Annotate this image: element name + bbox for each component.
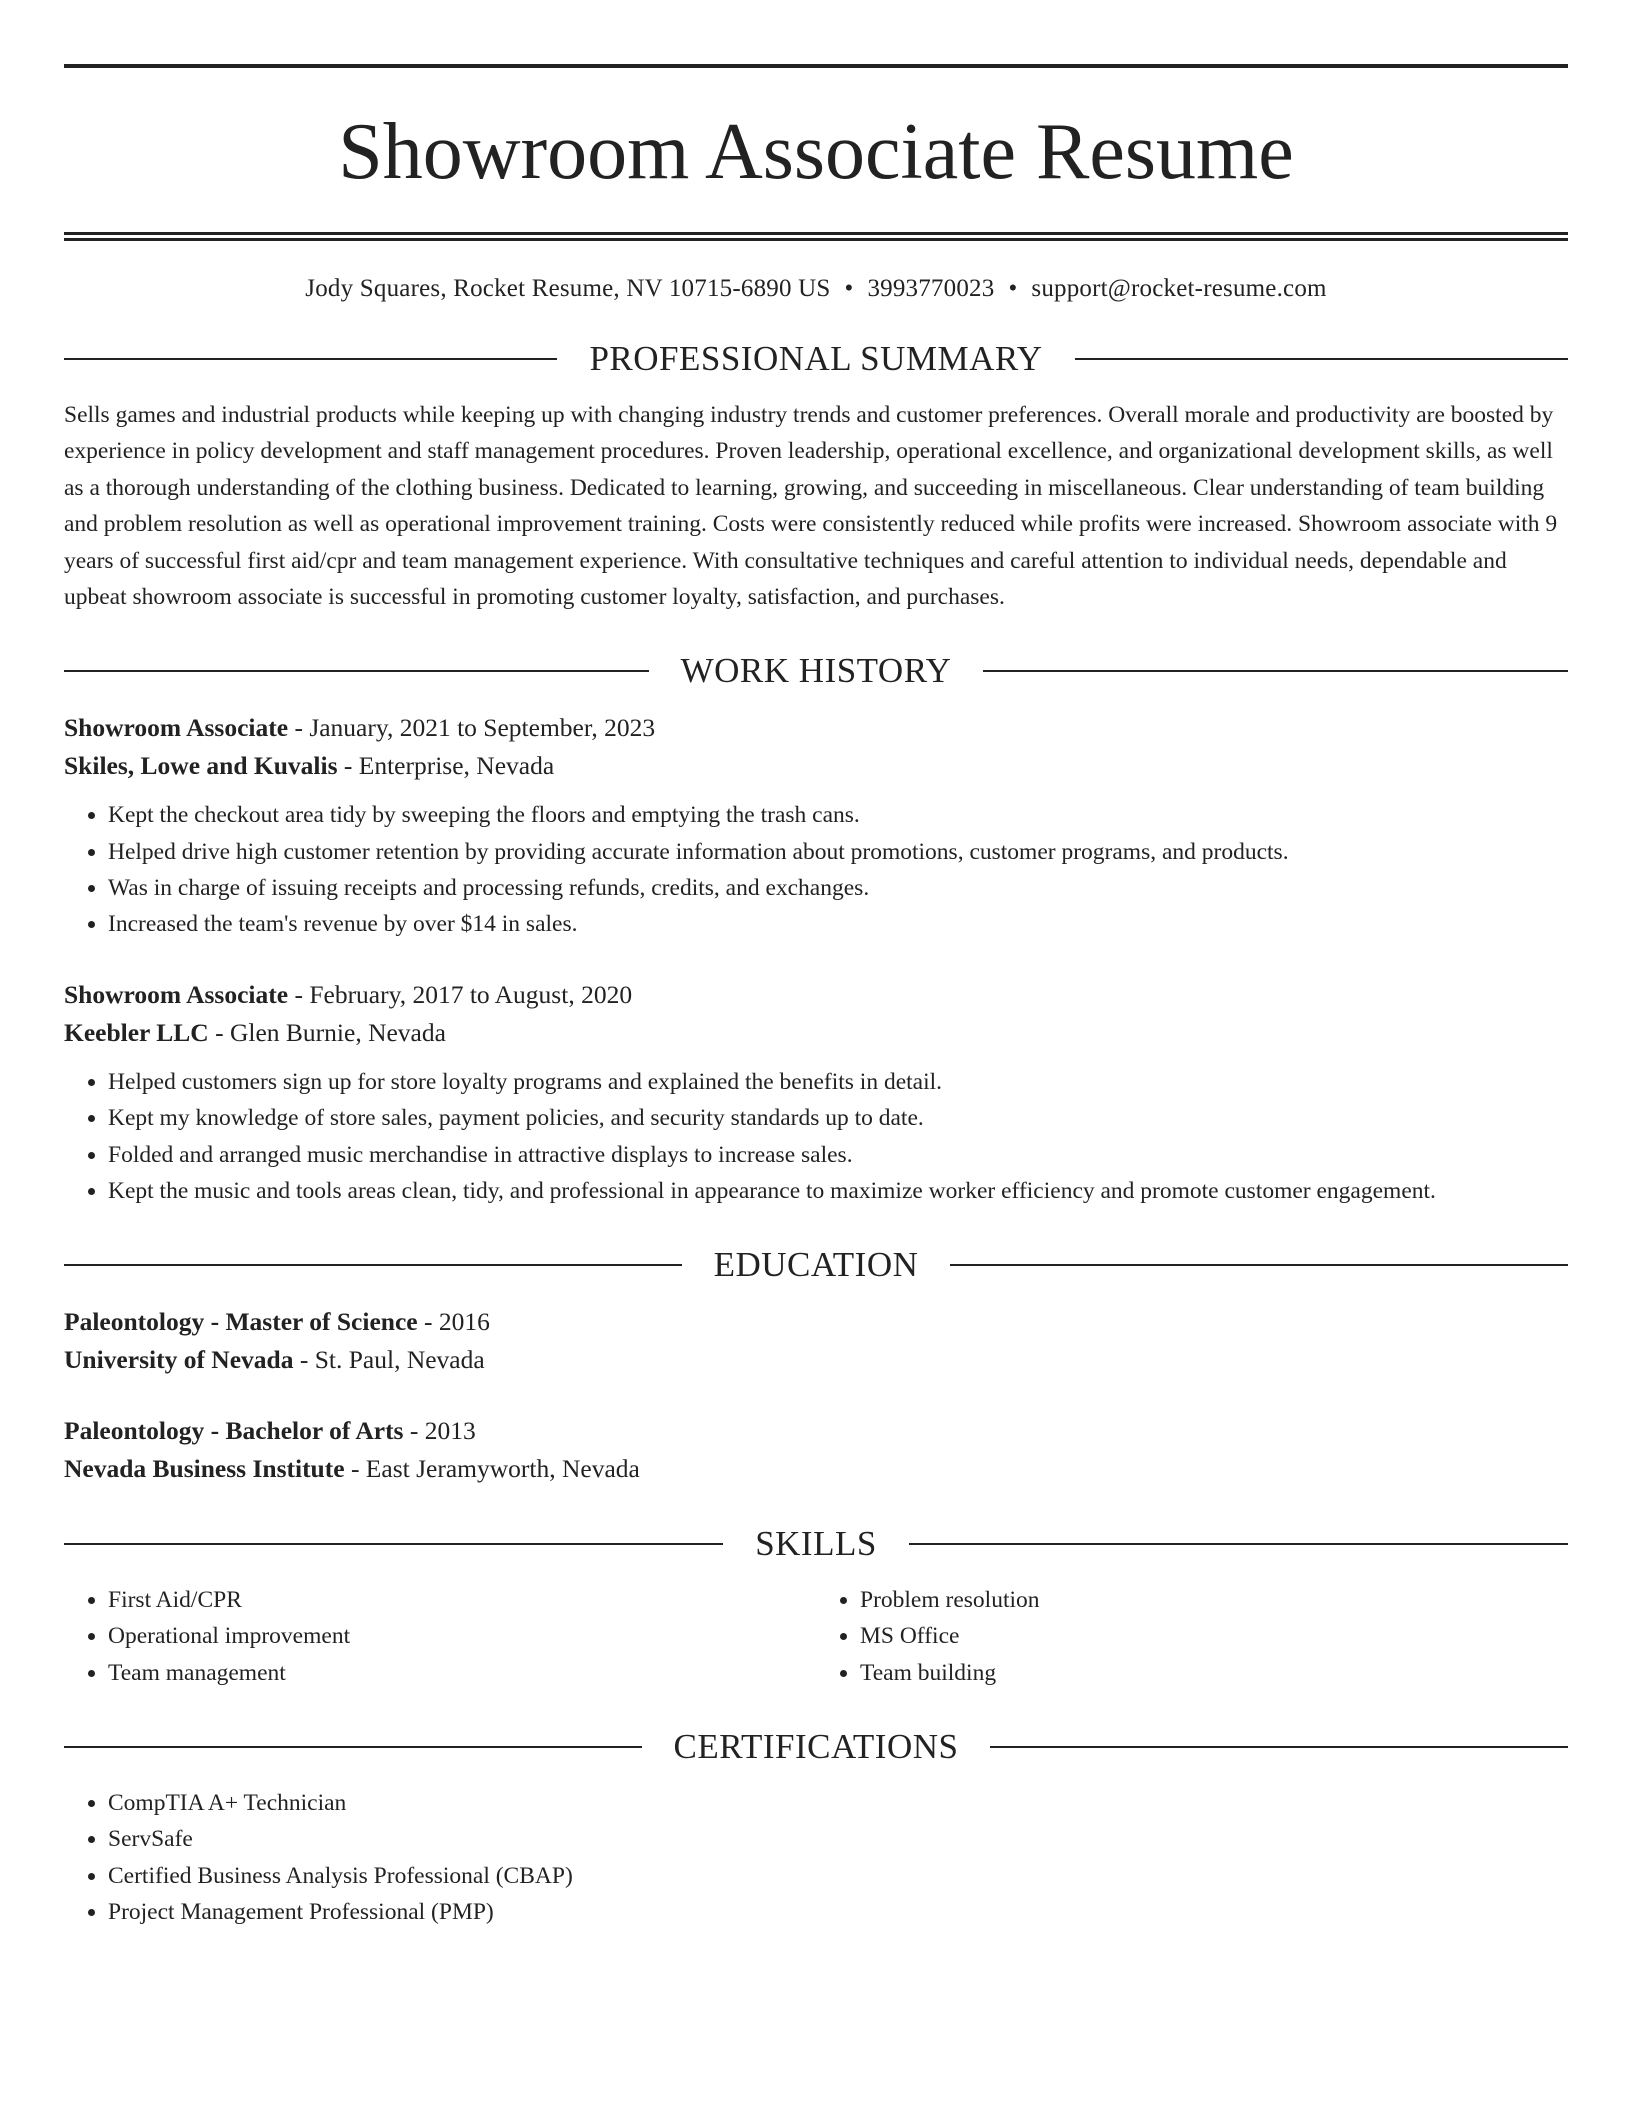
skills-column-left [64, 1582, 816, 1691]
job-company-line [64, 1014, 1568, 1052]
section-heading-skills [64, 1524, 1568, 1564]
school-line [64, 1450, 1568, 1488]
degree-year: - 2016 [417, 1307, 490, 1337]
school: University of Nevada [64, 1345, 294, 1375]
job-bullet: • Folded and arranged music merchandise in attractive displays to increase sales. [108, 1137, 1568, 1173]
skill-item: • Team management [108, 1655, 816, 1691]
heading-rule [64, 670, 649, 672]
top-rule [64, 64, 1568, 68]
skill-item: • Team building [860, 1655, 1568, 1691]
job-entry [64, 976, 1568, 1209]
job-entry [64, 709, 1568, 942]
job-bullet: • Increased the team's revenue by over $14 in sales. [108, 906, 1568, 942]
contact-separator: • [844, 275, 854, 302]
education-entry [64, 1303, 1568, 1379]
skill-item: • Problem resolution [860, 1582, 1568, 1618]
job-title: Showroom Associate [64, 980, 289, 1010]
heading-rule [64, 1746, 642, 1748]
skills-list [64, 1582, 1568, 1691]
job-bullet: • Helped drive high customer retention by providing accurate information about promotions, customer programs, and products. [108, 834, 1568, 870]
title-double-rule [64, 232, 1568, 241]
skills-heading: SKILLS [755, 1524, 877, 1564]
summary-heading: PROFESSIONAL SUMMARY [589, 339, 1043, 378]
job-company: Skiles, Lowe and Kuvalis [64, 751, 338, 781]
section-heading-certifications [64, 1727, 1568, 1767]
school: Nevada Business Institute [64, 1454, 345, 1484]
job-title-line [64, 976, 1568, 1014]
job-bullets [64, 797, 1568, 942]
degree: Paleontology - Bachelor of Arts [64, 1416, 404, 1446]
section-heading-work [64, 651, 1568, 691]
education-entry [64, 1412, 1568, 1488]
certification-item: • CompTIA A+ Technician [108, 1785, 1568, 1821]
heading-rule [64, 358, 557, 360]
job-bullet: • Kept the checkout area tidy by sweeping the floors and emptying the trash cans. [108, 797, 1568, 833]
job-dates: - February, 2017 to August, 2020 [288, 980, 633, 1010]
job-company-line [64, 747, 1568, 785]
degree-line [64, 1303, 1568, 1341]
summary-text: Sells games and industrial products while keeping up with changing industry trends and customer preferences. Overall morale and productivity are boosted by experience in policy development and staff management procedures. Proven leadership, operational excellence, and organizational development skills, as well as a thorough understanding of the clothing business. Dedicated to learning, growing, and succeeding in miscellaneous. Clear understanding of team building and problem resolution as well as operational improvement training. Costs were consistently reduced while profits were increased. Showroom associate with 9 years of successful first aid/cpr and team management experience. With consultative techniques and careful attention to individual needs, dependable and upbeat showroom associate is successful in promoting customer loyalty, satisfaction, and purchases. [64, 402, 1558, 611]
resume-page [64, 64, 1568, 1930]
heading-rule [983, 670, 1568, 672]
heading-rule [1075, 358, 1568, 360]
certifications-list [64, 1785, 1568, 1930]
contact-phone: 3993770023 [867, 275, 995, 302]
school-location: - East Jeramyworth, Nevada [344, 1454, 640, 1484]
school-line [64, 1341, 1568, 1379]
certifications-heading: CERTIFICATIONS [673, 1727, 959, 1767]
certification-item: • ServSafe [108, 1821, 1568, 1857]
job-title-line [64, 709, 1568, 747]
resume-title: Showroom Associate Resume [338, 108, 1294, 196]
certification-item: • Certified Business Analysis Professional (CBAP) [108, 1858, 1568, 1894]
contact-email: support@rocket-resume.com [1031, 275, 1327, 302]
contact-address: Jody Squares, Rocket Resume, NV 10715-6890 US [305, 275, 831, 302]
heading-rule [64, 1543, 723, 1545]
school-location: - St. Paul, Nevada [293, 1345, 485, 1375]
section-heading-summary [64, 339, 1568, 379]
job-location: - Glen Burnie, Nevada [208, 1018, 446, 1048]
job-location: - Enterprise, Nevada [337, 751, 555, 781]
contact-separator: • [1008, 275, 1018, 302]
job-title: Showroom Associate [64, 713, 289, 743]
certification-item: • Project Management Professional (PMP) [108, 1894, 1568, 1930]
job-bullets [64, 1064, 1568, 1209]
degree: Paleontology - Master of Science [64, 1307, 418, 1337]
work-heading: WORK HISTORY [680, 651, 952, 691]
job-bullet: • Kept my knowledge of store sales, payment policies, and security standards up to date. [108, 1100, 1568, 1136]
job-bullet: • Helped customers sign up for store loyalty programs and explained the benefits in detail. [108, 1064, 1568, 1100]
contact-line [64, 275, 1568, 303]
skills-column-right [816, 1582, 1568, 1691]
heading-rule [64, 1264, 682, 1266]
skill-item: • MS Office [860, 1618, 1568, 1654]
section-heading-education [64, 1245, 1568, 1285]
job-bullet: • Kept the music and tools areas clean, tidy, and professional in appearance to maximize worker efficiency and promote customer engagement. [108, 1173, 1568, 1209]
heading-rule [990, 1746, 1568, 1748]
degree-line [64, 1412, 1568, 1450]
skill-item: • Operational improvement [108, 1618, 816, 1654]
job-dates: - January, 2021 to September, 2023 [288, 713, 656, 743]
degree-year: - 2013 [403, 1416, 476, 1446]
heading-rule [950, 1264, 1568, 1266]
skill-item: • First Aid/CPR [108, 1582, 816, 1618]
heading-rule [909, 1543, 1568, 1545]
job-bullet: • Was in charge of issuing receipts and processing refunds, credits, and exchanges. [108, 870, 1568, 906]
education-heading: EDUCATION [713, 1245, 919, 1285]
job-company: Keebler LLC [64, 1018, 209, 1048]
